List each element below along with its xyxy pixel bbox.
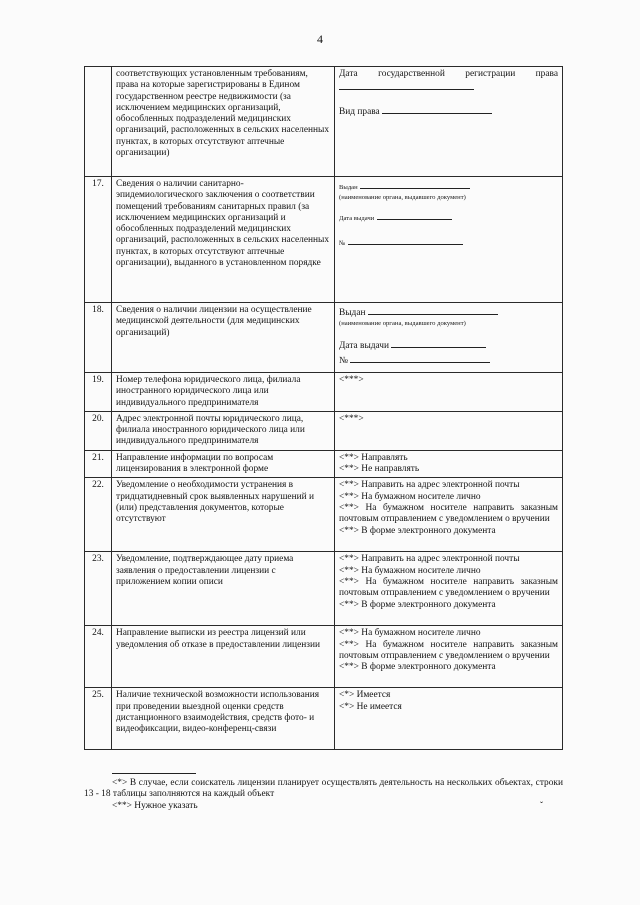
option-electronic-document[interactable]: <**> В форме электронного документа xyxy=(339,599,496,610)
table-row xyxy=(85,303,563,373)
issued-by-label: Выдан xyxy=(339,308,366,318)
number-field[interactable] xyxy=(348,235,463,245)
issued-by-label: Выдан xyxy=(339,184,358,191)
registration-date-field[interactable] xyxy=(339,80,474,90)
option-email[interactable]: <**> Направить на адрес электронной почты xyxy=(339,554,520,565)
table-row xyxy=(85,688,563,750)
table-row xyxy=(85,626,563,688)
row-description: Наличие технической возможности использования при проведении выездной оценки средств дистанционного взаимодействия, средств фото- и видеофиксации, видео-конференц-связи xyxy=(112,688,335,750)
row-description: Номер телефона юридического лица, филиала иностранного юридического лица или индивидуального предпринимателя xyxy=(112,373,335,412)
issue-date-label: Дата выдачи xyxy=(339,215,375,223)
option-email[interactable]: <**> Направить на адрес электронной почты xyxy=(339,480,520,491)
row-number: 21. xyxy=(85,450,112,478)
row-description: Сведения о наличии санитарно-эпидемиологического заключения о соответствии помещений требованиям санитарных правил (за исключением медицинских организаций и обособленных подразделений медицинских организаций, расположенных в сельских населенных пунктах, в которых отсутствуют аптечные организации), выданного в установленном порядке xyxy=(112,177,335,303)
table-row xyxy=(85,67,563,177)
table-row xyxy=(85,478,563,552)
option-paper-by-mail[interactable]: <**> На бумажном носителе направить заказным почтовым отправлением с уведомлением о вручении xyxy=(339,576,558,599)
row-description: Уведомление о необходимости устранения в тридцатидневный срок выявленных нарушений и (или) представления документов, которые отсутствуют xyxy=(112,478,335,552)
footnotes xyxy=(84,773,563,812)
issued-by-field[interactable] xyxy=(360,179,470,189)
table-row xyxy=(85,177,563,303)
row-number: 20. xyxy=(85,411,112,450)
issue-date-label: Дата выдачи xyxy=(339,341,390,352)
email-value[interactable]: <***> xyxy=(335,411,563,450)
margin-mark: ˇ xyxy=(540,800,543,810)
option-send[interactable]: <**> Направлять xyxy=(339,452,408,463)
option-paper-by-mail[interactable]: <**> На бумажном носителе направить заказным почтовым отправлением с уведомлением о вручении xyxy=(339,502,558,525)
option-electronic-document[interactable]: <**> В форме электронного документа xyxy=(339,662,496,673)
footnote-divider xyxy=(112,773,196,774)
row-value xyxy=(335,688,563,750)
option-paper-in-person[interactable]: <**> На бумажном носителе лично xyxy=(339,491,481,502)
issued-by-field[interactable] xyxy=(368,305,498,315)
row-number: 24. xyxy=(85,626,112,688)
option-paper-by-mail[interactable]: <**> На бумажном носителе направить заказным почтовым отправлением с уведомлением о вручении xyxy=(339,639,558,661)
option-paper-in-person[interactable]: <**> На бумажном носителе лично xyxy=(339,565,481,576)
row-value xyxy=(335,552,563,626)
row-description: соответствующих установленным требованиям, права на которые зарегистрированы в Едином государственном реестре недвижимости (за исключением медицинских организаций, обособленных подразделений медицинских организаций, расположенных в сельских населенных пунктах, в которых отсутствуют аптечные организации) xyxy=(112,67,335,177)
row-description: Направление информации по вопросам лицензирования в электронной форме xyxy=(112,450,335,478)
row-number: 23. xyxy=(85,552,112,626)
row-value xyxy=(335,626,563,688)
issue-date-field[interactable] xyxy=(377,210,452,220)
row-number: 22. xyxy=(85,478,112,552)
option-electronic-document[interactable]: <**> В форме электронного документа xyxy=(339,525,496,536)
footnote-1: <*> В случае, если соискатель лицензии планирует осуществлять деятельность на нескольких объектах, строки 13 - 18 таблицы заполняются на каждый объект xyxy=(84,778,563,800)
row-value xyxy=(335,177,563,303)
application-form-table xyxy=(84,66,563,750)
issuer-caption: (наименование органа, выдавшего документ) xyxy=(339,320,466,328)
table-row xyxy=(85,373,563,412)
row-number: 25. xyxy=(85,688,112,750)
row-description: Уведомление, подтверждающее дату приема заявления о предоставлении лицензии с приложением копии описи xyxy=(112,552,335,626)
issue-date-field[interactable] xyxy=(391,338,486,348)
option-paper-in-person[interactable]: <**> На бумажном носителе лично xyxy=(339,628,481,639)
footnote-2: <**> Нужное указать xyxy=(112,800,198,811)
right-type-label: Вид права xyxy=(339,106,380,117)
row-number: 18. xyxy=(85,303,112,373)
row-description: Адрес электронной почты юридического лица, филиала иностранного юридического лица или индивидуального предпринимателя xyxy=(112,411,335,450)
row-number: 17. xyxy=(85,177,112,303)
option-do-not-send[interactable]: <**> Не направлять xyxy=(339,464,420,475)
registration-date-label: Дата государственной регистрации права xyxy=(339,69,558,79)
row-description: Направление выписки из реестра лицензий или уведомления об отказе в предоставлении лицензии xyxy=(112,626,335,688)
row-value xyxy=(335,450,563,478)
issuer-caption: (наименование органа, выдавшего документ) xyxy=(339,194,466,202)
number-label: № xyxy=(339,355,348,366)
row-value xyxy=(335,303,563,373)
right-type-field[interactable] xyxy=(382,104,492,114)
phone-value[interactable]: <***> xyxy=(335,373,563,412)
row-value xyxy=(335,478,563,552)
row-number: 19. xyxy=(85,373,112,412)
table-row xyxy=(85,411,563,450)
number-field[interactable] xyxy=(350,353,490,363)
table-row xyxy=(85,552,563,626)
page-number: 4 xyxy=(317,32,323,46)
number-label: № xyxy=(339,239,346,247)
row-value xyxy=(335,67,563,177)
row-number xyxy=(85,67,112,177)
option-not-available[interactable]: <*> Не имеется xyxy=(339,701,402,712)
option-available[interactable]: <*> Имеется xyxy=(339,690,391,701)
row-description: Сведения о наличии лицензии на осуществление медицинской деятельности (для медицинских организаций) xyxy=(112,303,335,373)
table-row xyxy=(85,450,563,478)
